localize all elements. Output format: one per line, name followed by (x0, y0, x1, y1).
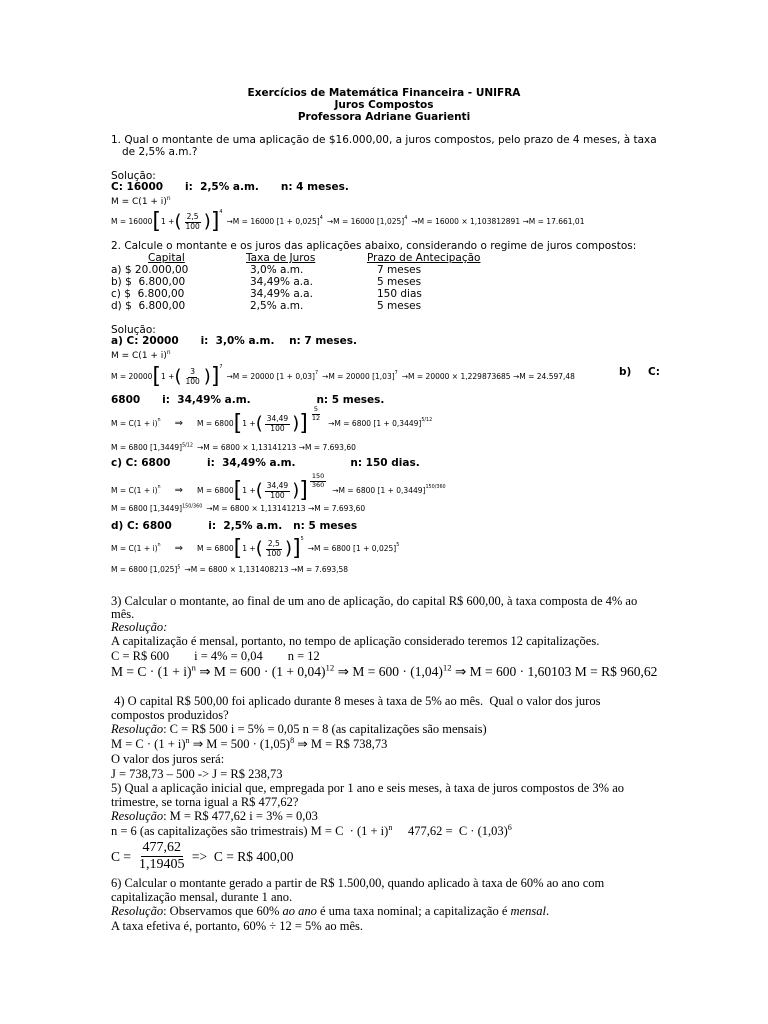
q4-line6: J = 738,73 – 500 -> J = R$ 238,73 (111, 767, 283, 781)
q1-calculation: M = 16000 [ 1 + ( $\frac{2,5}{100}$ ) ] $^4$ →M = 16000 [1 + 0,025] $^4$ →M = 16000 [1,025] $^4$ →M = 16000 × 1,103812891 →M = 17.661,01 (111, 209, 585, 234)
q2-b-line2: M = 6800 $[1,3449]^{5/12} \to M = 6800 \times 1,13141213 \to M = 7.693,60$ (111, 442, 356, 452)
q2-a-formula: $M = C(1 + i)^n$ (111, 350, 171, 361)
q2-row-a-taxa: 3,0% a.m. (250, 264, 304, 276)
q5-line1: 5) Qual a aplicação inicial que, empregada por 1 ano e seis meses, à taxa de juros compostos de 3% ao (111, 781, 625, 795)
q2-d-calculation: M = C(1 + i) $^n$ ⇒ M = 6800 [ 1 + ( $\frac{2,5}{100}$ ) ] $^5$ →M = 6800 [1 + 0,025] $^5$ (111, 536, 400, 561)
q3-line4: C = R$ 600 i = 4% = 0,04 n = 12 (111, 649, 320, 663)
q2-c-calculation: M = C(1 + i) $^n$ ⇒ M = 6800 [ 1 + ( $\frac{34,49}{100}$ ) ] $\frac{150}{360}$ →M = 6800 [1 + 0,3449] $^{150/360}$ (111, 472, 446, 503)
q2-solution-label: Solução: (111, 324, 156, 336)
q1-solution-label: Solução: (111, 170, 156, 182)
q6-line4: A taxa efetiva é, portanto, 60% ÷ 12 = 5% ao mês. (111, 919, 364, 933)
q2-c-line2: M = 6800 $[1,3449]^{150/360} \to M = 6800 \times 1,13141213 \to M = 7.693,60$ (111, 503, 366, 513)
q2-row-d-taxa: 2,5% a.m. (250, 300, 304, 312)
q6-resolucao: Resolução: Observamos que 60% ao ano é uma taxa nominal; a capitalização é mensal. (111, 904, 550, 918)
q3-line1: 3) Calcular o montante, ao final de um ano de aplicação, do capital R$ 600,00, à taxa composta de 4% ao (111, 594, 638, 608)
q2-row-b-taxa: 34,49% a.a. (250, 276, 313, 288)
q2-b-calculation: M = C(1 + i) $^n$ ⇒ M = 6800 [ 1 + ( $\frac{34,49}{100}$ ) ] $\frac{5}{12}$ →M = 6800 [1 + 0,3449] $^{5/12}$ (111, 405, 433, 436)
doc-subtitle: Juros Compostos (334, 99, 434, 111)
q2-row-b-prazo: 5 meses (377, 276, 422, 288)
q2-c-given: c) C: 6800 i: 34,49% a.m. n: 150 dias. (111, 457, 420, 469)
q3-line3: A capitalização é mensal, portanto, no tempo de aplicação considerado teremos 12 capitalizações. (111, 634, 600, 648)
q1-given: C: 16000 i: 2,5% a.m. n: 4 meses. (111, 181, 349, 193)
q2-header-taxa: Taxa de Juros (246, 252, 316, 264)
q2-a-given: a) C: 20000 i: 3,0% a.m. n: 7 meses. (111, 335, 358, 347)
doc-author: Professora Adriane Guarienti (297, 111, 471, 123)
q2-d-line2: M = 6800 $[1,025]^5 \to M = 6800 \times 1,131408213 \to M = 7.693,58$ (111, 564, 349, 574)
q5-resolucao: Resolução: M = R$ 477,62 i = 3% = 0,03 (111, 809, 318, 823)
q4-resolucao: Resolução: C = R$ 500 i = 5% = 0,05 n = 8 (as capitalizações são mensais) (111, 722, 487, 736)
q2-row-c-capital: c) $ 6.800,00 (111, 288, 185, 300)
q2-row-a-prazo: 7 meses (377, 264, 422, 276)
q4-line2: compostos produzidos? (111, 708, 229, 722)
q3-resolucao-label: Resolução: (111, 620, 168, 634)
q5-result: C = $\frac{477,62}{1,19405}$ => C = R$ 400,00 (111, 840, 294, 873)
q6-line2: capitalização mensal, durante 1 ano. (111, 890, 293, 904)
q2-d-given: d) C: 6800 i: 2,5% a.m. n: 5 meses (111, 520, 358, 532)
q2-row-b-capital: b) $ 6.800,00 (111, 276, 186, 288)
q2-row-d-prazo: 5 meses (377, 300, 422, 312)
q2-header-prazo: Prazo de Antecipação (367, 252, 481, 264)
q2-b-c-label: C: (648, 366, 660, 378)
q2-b-label: b) (619, 366, 632, 378)
q3-line2: mês. (111, 607, 135, 621)
q1-formula: $M = C(1 + i)^n$ (111, 196, 171, 207)
doc-title: Exercícios de Matemática Financeira - UNIFRA (247, 87, 521, 99)
q2-header-capital: Capital (148, 252, 185, 264)
q2-row-d-capital: d) $ 6.800,00 (111, 300, 186, 312)
q4-line1: 4) O capital R$ 500,00 foi aplicado durante 8 meses à taxa de 5% ao mês. Qual o valor dos juros (111, 694, 601, 708)
q2-row-c-taxa: 34,49% a.a. (250, 288, 313, 300)
q1-line2: de 2,5% a.m.? (122, 146, 198, 158)
q4-line4: $M = C \cdot (1 + i)^n$ ⇒ $M = 500 \cdot (1,05)^8$ ⇒ M = R$ 738,73 (111, 735, 388, 751)
q5-line4: n = 6 (as capitalizações são trimestrais) $M = C \cdot (1 + i)^n$ $477,62 = C \cdot (1,03)^6$ (111, 822, 512, 838)
q5-line2: trimestre, se torna igual a R$ 477,62? (111, 795, 299, 809)
q2-a-calculation: M = 20000 [ 1 + ( $\frac{3}{100}$ ) ] $^7$ →M = 20000 [1 + 0,03] $^7$ →M = 20000 [1,03] $^7$ →M = 20000 × 1,229873685 →M = 24.597,48 (111, 364, 575, 389)
q6-line1: 6) Calcular o montante gerado a partir de R$ 1.500,00, quando aplicado à taxa de 60% ao ano com (111, 876, 605, 890)
q1-line1: 1. Qual o montante de uma aplicação de $16.000,00, a juros compostos, pelo prazo de 4 meses, à taxa (111, 134, 657, 146)
q4-line5: O valor dos juros será: (111, 752, 225, 766)
q3-line5: $M = C \cdot (1 + i)^n$ ⇒ $M = 600 \cdot (1 + 0,04)^{12}$ ⇒ $M = 600 \cdot (1,04)^{12}$ ⇒ M = 600 · 1,60103 M = R$ 960,62 (111, 662, 658, 679)
q2-row-c-prazo: 150 dias (377, 288, 422, 300)
q2-b-given: 6800 i: 34,49% a.m. n: 5 meses. (111, 394, 385, 406)
q2-row-a-capital: a) $ 20.000,00 (111, 264, 189, 276)
q2-line1: 2. Calcule o montante e os juros das aplicações abaixo, considerando o regime de juros compostos: (111, 240, 637, 252)
